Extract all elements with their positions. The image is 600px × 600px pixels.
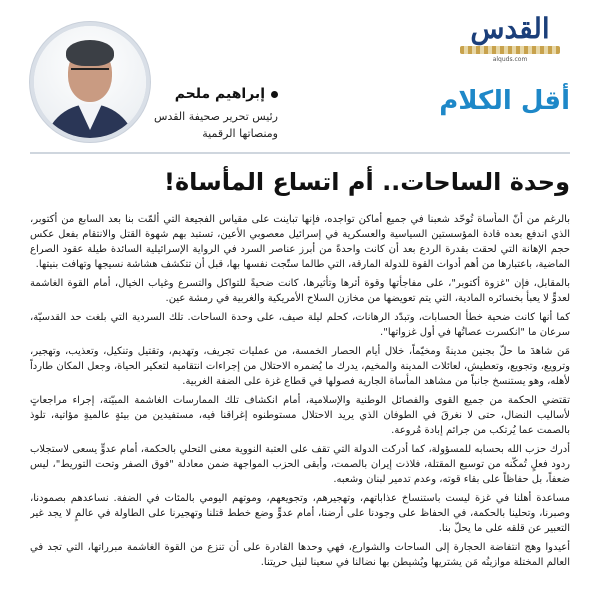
column-title: أقل الكلام — [439, 86, 570, 116]
author-role-line1: رئيس تحرير صحيفة القدس — [154, 110, 278, 123]
header — [0, 0, 600, 155]
author-name-text: إبراهيم ملحم — [174, 86, 265, 102]
author-role-line2: ومنصاتها الرقمية — [202, 127, 278, 140]
article-paragraph: بالمقابل، فإن "غزوة أكتوبر"، على مفاجأتها وقوة أثرها وتأثيرها، كانت ضحيةً للتواكل والتسرع وغياب الخيال، أمام القوة الغاشمة لعدوٍّ لا يعبأ بخسائره المادية، التي يتم تعويضها من مخازن السلاح الأمريكية والغربية في رمشة عين. — [30, 278, 570, 304]
article-paragraph: أدرك حزب الله بحسابه للمسؤولة، كما أدركت الدولة التي تقف على العتبة النووية معنى التحلي بالحكمة، أمام عدوٍّ يسعى لاستجلاب ردود فعلٍ تُمكّنه من توسيع المقتلة، فلاذت إيران بالصمت، وأبقى الحزب المواجهة ضمن معادلة "فوق الصفر وتحت التوريط"، ليس ضعفاً، بل حفاظاً على بقاء قوته، وعدم تدمير لبنان وشعبه. — [30, 444, 570, 485]
article-body — [30, 212, 570, 598]
article-paragraph: مساعدة أهلنا في غزة ليست باستنساخ عذاباتهم، وتهجيرهم، وتجويعهم، وموتهم اليومي بالمئات في الضفة. نساعدهم بصمودنا، وصبرنا، وتحلينا بالحكمة، في الحفاظ على وجودنا على أرضنا، أمام عدوٍّ وضع خطط قتلنا وتهجيرنا على الطاولة في عالمٍ لا يجد غير التعبير عن قلقه على ما يحلّ بنا. — [30, 493, 570, 534]
bullet-icon — [271, 91, 278, 98]
newspaper-logo[interactable] — [450, 12, 570, 63]
author-name — [78, 86, 278, 102]
article-headline: وحدة الساحات.. أم اتساع المأساة! — [164, 168, 570, 196]
article-paragraph: مَن شاهدَ ما حلّ بجنين مدينةً ومخيّماً، خلال أيام الحصار الخمسة، من عمليات تجريف، وتهديم، وتقتيل وتنكيل، وتعذيب، وتهجير، وترويع، وتجويع، وتعطيش، لعائلات المدينة والمخيم، يدرك ما يُضمره الاحتلال من إجراءات انتقامية لتعكير الحياة، وجعل المكان طارداً لأهله، وهو يستنسخ جانباً من مشاهد المأساة الجارية فصولها في قطاع غزة على الضفة الغربية. — [30, 346, 570, 387]
article-paragraph: تقتضي الحكمة من جميع القوى والفصائل الوطنية والإسلامية، أمام انكشاف تلك الممارسات الغاشمة المبيّتة، إجراء مراجعاتٍ لأساليب النضال، حتى لا نغرقَ في الطوفان الذي يريد الاحتلال مستوطنوه إغراقنا فيه، مستفيدين من بيئةٍ عالميةٍ مؤاتية، تلوذ بالصمت عما يُرتكب من جرائم إبادة مُروعة. — [30, 395, 570, 436]
author-block — [78, 86, 278, 142]
article-paragraph: أعيدوا وهج انتفاضة الحجارة إلى الساحات والشوارع، فهي وحدها القادرة على أن تنزع من القوة الغاشمة مبرراتها، التي تجد في العالم المختلة موازينُه مَن يشتريها ويُشيطن بها نضالنا في سعينا لنيل حريتنا. — [30, 542, 570, 568]
article-paragraph: كما أنها كانت ضحية خطأ الحسابات، وتبدّد الرهانات، كحلم ليلة صيف، على وحدة الساحات. تلك السردية التي بلغت حد القدسيّة، سرعان ما "انكسرت عصاتُها في أول غزواتها". — [30, 312, 570, 338]
divider — [30, 152, 570, 154]
logo-small-text: alquds.com — [492, 56, 528, 63]
author-role — [78, 108, 278, 142]
logo-text: القدس — [470, 12, 550, 45]
logo-band — [460, 46, 560, 54]
article-paragraph: بالرغم من أنّ المأساة تُوحّد شعبنا في جميع أماكن تواجده، فإنها تباينت على مقياس الفجيعة التي ألمّت بنا بعد السابع من أكتوبر، الذي اندفع بعده قادة المؤسستين السياسية والعسكرية في إسرائيل معصوبي الأعين، تستبد بهم شهوة القتل والانتقام بفعل عكس حجم الإهانة التي لحقت بقدرة الردع بعد أن كانت واحدةً من أبرز عناصر السرد في الرواية الإسرائيلية السائدة طيلة عقود الصراع الماضية، باعتبارها من أهم أدوات القوة للدولة المارقة، التي طالما ستّجت نفسها بها، قبل أن تتكشف هشاشة نسيجها وتهافت بنيتها. — [30, 214, 570, 270]
